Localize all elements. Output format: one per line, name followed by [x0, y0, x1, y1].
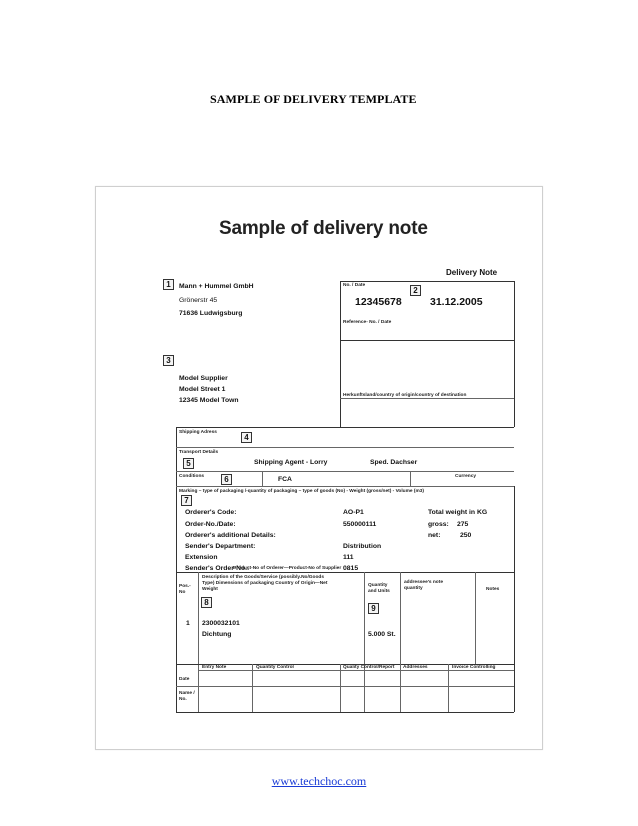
recipient-name: Mann + Hummel GmbH: [179, 283, 254, 290]
box-number-4: 4: [241, 432, 252, 443]
item-quantity: 5.000 St.: [368, 631, 396, 638]
delivery-note-date: 31.12.2005: [430, 296, 483, 308]
invoice-controlling-header: Invoice Controlling: [452, 665, 496, 670]
net-value: 250: [460, 532, 472, 539]
recipient-city: 71636 Ludwigsburg: [179, 310, 243, 317]
addressee-note-header: addressee's note quantity: [404, 580, 444, 591]
shipping-agent: Shipping Agent - Lorry: [254, 459, 328, 466]
supplier-street: Model Street 1: [179, 386, 226, 393]
box-number-9: 9: [368, 603, 379, 614]
quantity-control-header: Quantity Control: [256, 665, 294, 670]
item-number: 2300032101: [202, 620, 240, 627]
net-label: net:: [428, 532, 441, 539]
transport-details-label: Transport Details: [179, 450, 219, 455]
delivery-note-label: Delivery Note: [446, 268, 498, 277]
no-date-label: No. / Date: [343, 283, 366, 288]
box-number-3: 3: [163, 355, 174, 366]
delivery-note-number: 12345678: [355, 296, 402, 308]
description-header: Description of the Goods/Service (possibly.No/Goods Type) Dimensions of packaging Country of Origin—Net Weight: [202, 575, 328, 592]
sender-department-value: Distribution: [343, 543, 382, 550]
page-heading: SAMPLE OF DELIVERY TEMPLATE: [210, 92, 417, 106]
extension-value: 111: [343, 554, 354, 561]
reference-label: Reference- No. / Date: [343, 320, 392, 325]
gross-value: 275: [457, 521, 469, 528]
sender-order-no-value: 0815: [343, 565, 359, 572]
addresses-header: Addresses: [403, 665, 428, 670]
orderer-code-label: Orderer's Code:: [185, 509, 237, 516]
origin-label: Herkunftsland/country of origin/country of destination: [343, 393, 467, 398]
total-weight-label: Total weight in KG: [428, 509, 488, 516]
supplier-city: 12345 Model Town: [179, 397, 239, 404]
box-number-6: 6: [221, 474, 232, 485]
carrier-name: Sped. Dachser: [370, 459, 418, 466]
box-number-1: 1: [163, 279, 174, 290]
conditions-label: Conditions: [179, 474, 205, 479]
sender-order-no-label: Sender's Order-No.:: [185, 565, 250, 572]
supplier-name: Model Supplier: [179, 375, 228, 382]
quantity-header: Quantity and Units: [368, 583, 390, 594]
recipient-street: Grönerstr 45: [179, 297, 218, 304]
item-name: Dichtung: [202, 631, 232, 638]
box-number-7: 7: [181, 495, 192, 506]
orderer-code-value: AO-P1: [343, 509, 364, 516]
box-number-2: 2: [410, 285, 421, 296]
notes-header: Notes: [486, 587, 500, 592]
gross-label: gross:: [428, 521, 449, 528]
currency-label: Currency: [455, 474, 477, 479]
extension-label: Extension: [185, 554, 218, 561]
product-no-label: Product-No of Orderer—Product-No of Supplier: [233, 566, 342, 571]
quality-control-header: Quality Control/Report: [343, 665, 395, 670]
conditions-value: FCA: [278, 476, 292, 483]
item-pos-value: 1: [186, 620, 190, 627]
name-no-row-label: Name / No.: [179, 691, 195, 702]
entry-note-header: Entry Note: [202, 665, 227, 670]
pos-no-header: Pos.- No: [179, 584, 191, 595]
marking-label: Marking – type of packaging /-quantity of packaging – type of goods (No) - Weight (gross/net) - Volume (m3): [179, 489, 425, 494]
sender-department-label: Sender's Department:: [185, 543, 256, 550]
footer-website-link[interactable]: www.techchoc.com: [271, 774, 367, 788]
document-title: Sample of delivery note: [219, 218, 428, 239]
box-number-8: 8: [201, 597, 212, 608]
box-number-5: 5: [183, 458, 194, 469]
order-no-date-label: Order-No./Date:: [185, 521, 236, 528]
shipping-address-label: Shipping Adress: [179, 430, 217, 435]
additional-details-label: Orderer's additional Details:: [185, 532, 276, 539]
order-no-date-value: 550000111: [343, 521, 377, 528]
date-row-label: Date: [179, 677, 190, 682]
